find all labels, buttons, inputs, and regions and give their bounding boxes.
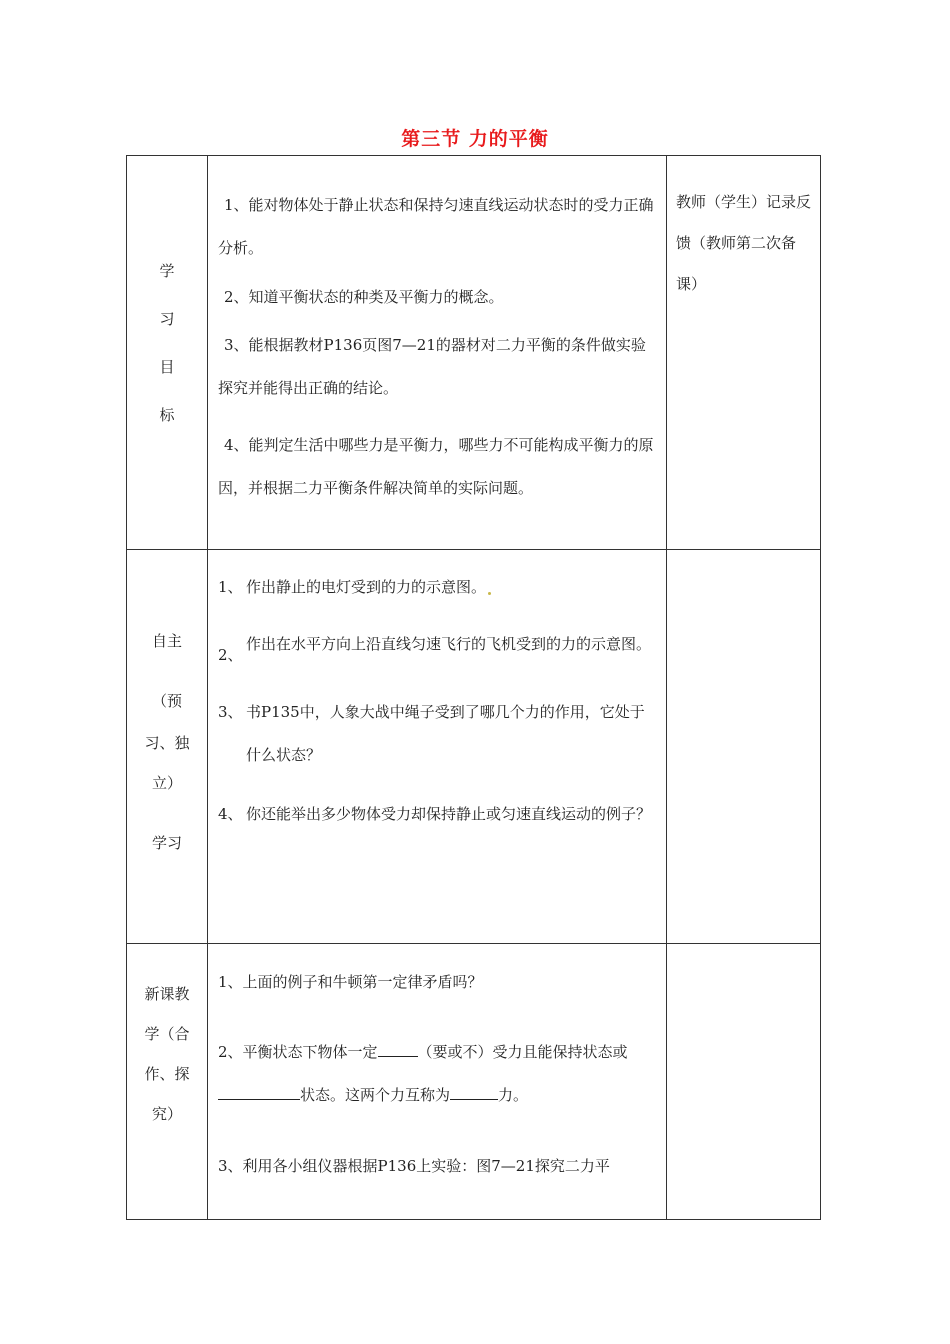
objective-item: 4、能判定生活中哪些力是平衡力，哪些力不可能构成平衡力的原因，并根据二力平衡条件解决简单的实际问题。 (218, 436, 654, 497)
row-new-lesson (127, 944, 821, 1220)
label-line: 习 (159, 309, 175, 328)
label-line: 标 (159, 405, 175, 424)
label-line: 自主 (151, 631, 182, 650)
teacher-note: 教师（学生）记录反馈（教师第二次备课） (676, 193, 812, 293)
lesson-plan-table (126, 155, 821, 1220)
label-line: 学习 (151, 833, 182, 852)
row-learning-objectives (127, 156, 821, 550)
new-lesson-content (208, 944, 667, 1220)
objective-item: 2、知道平衡状态的种类及平衡力的概念。 (224, 288, 504, 306)
self-study-content (208, 550, 667, 944)
question-1: 1、上面的例子和牛顿第一定律矛盾吗？ (218, 973, 483, 991)
note-cell-empty (667, 550, 821, 944)
label-line: 学 (159, 261, 175, 280)
label-line: 立） (151, 773, 182, 792)
list-item: 4、 你还能举出多少物体受力却保持静止或匀速直线运动的例子？ (218, 805, 652, 823)
label-line: 究） (151, 1105, 182, 1123)
objectives-content (208, 156, 667, 550)
mark-dot (488, 592, 491, 595)
teacher-note-cell (667, 156, 821, 550)
fill-blank (450, 1083, 498, 1100)
list-item: 3、 书P135中，人象大战中绳子受到了哪几个力的作用，它处于什么状态？ (218, 703, 645, 764)
objective-item: 3、能根据教材P136页图7—21的器材对二力平衡的条件做实验探究并能得出正确的结论。 (218, 336, 646, 397)
label-line: 目 (159, 357, 175, 376)
list-item: 2、 作出在水平方向上沿直线匀速飞行的飞机受到的力的示意图。 (218, 635, 652, 664)
objective-item: 1、能对物体处于静止状态和保持匀速直线运动状态时的受力正确分析。 (218, 196, 654, 257)
question-3: 3、利用各小组仪器根据P136上实验：图7—21探究二力平 (218, 1157, 610, 1175)
label-line: 学（合 (144, 1025, 190, 1043)
question-2: 2、平衡状态下物体一定 （要或不）受力且能保持状态或状态。这两个力互称为 力。 (218, 1031, 658, 1117)
label-line: 习、独 (144, 733, 190, 752)
label-self-study (127, 550, 208, 944)
page-title: 第三节 力的平衡 (401, 128, 549, 150)
label-line: （预 (151, 691, 182, 710)
list-item: 1、 作出静止的电灯受到的力的示意图。 (218, 576, 658, 598)
label-line: 作、探 (144, 1065, 190, 1083)
row-self-study (127, 550, 821, 944)
label-line: 新课教 (144, 985, 190, 1003)
fill-blank (378, 1040, 418, 1057)
label-new-lesson (127, 944, 208, 1220)
note-cell-empty (667, 944, 821, 1220)
fill-blank (218, 1083, 300, 1100)
label-learning-objectives (127, 156, 208, 550)
